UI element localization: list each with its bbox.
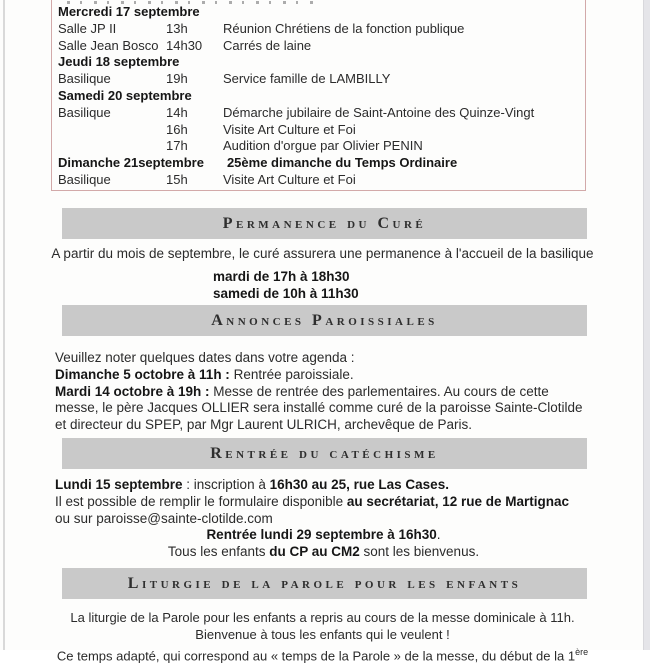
slot-samedi: samedi de 10h à 11h30 (213, 286, 359, 302)
table-row-date (52, 88, 585, 105)
table-row-event (52, 38, 585, 55)
cell-description: Carrés de laine (223, 37, 312, 53)
table-row-date (52, 54, 585, 71)
table-row-event (52, 71, 585, 88)
cell-location (58, 122, 166, 139)
cell-location: Salle Jean Bosco (58, 37, 159, 53)
section-title: Annonces Paroissiales (211, 312, 438, 329)
catechisme-body (55, 477, 592, 561)
section-header-permanence (62, 208, 587, 239)
date-label: Jeudi 18 septembre (58, 54, 180, 70)
liturgie-line-2: Bienvenue à tous les enfants qui le veulent ! (195, 626, 450, 642)
cell-location: Basilique (58, 71, 111, 87)
cell-description: Démarche jubilaire de Saint-Antoine des Quinze-Vingt (223, 104, 535, 120)
page-edge-left (3, 0, 5, 650)
annonces-item-1: Dimanche 5 octobre à 11h : Rentrée paroissiale. (55, 366, 354, 382)
page-edge-right (643, 0, 650, 650)
annonces-item-2: Mardi 14 octobre à 19h : Messe de rentrée des parlementaires. Au cours de cette messe, le père Jacques OLLIER sera installé comme curé de la paroisse Sainte-Clotilde et directeur du SPEP, par Mgr Laurent ULRICH, archevêque de Paris. (55, 383, 583, 433)
cell-description: Service famille de LAMBILLY (223, 71, 391, 87)
date-label: Samedi 20 septembre (58, 87, 192, 103)
table-row-event (52, 21, 585, 38)
liturgie-line-1: La liturgie de la Parole pour les enfants a repris au cours de la messe dominicale à 11h. (70, 610, 575, 625)
cell-description: Visite Art Culture et Foi (223, 171, 356, 187)
cell-time: 13h (166, 20, 188, 36)
cell-time: 17h (166, 138, 188, 154)
cell-location (58, 138, 166, 155)
catechisme-line-1: Lundi 15 septembre : inscription à 16h30 au 25, rue Las Cases. (55, 477, 449, 492)
cell-description: Réunion Chrétiens de la fonction publique (223, 20, 465, 36)
section-header-catechisme (62, 438, 587, 469)
schedule-table-body (52, 4, 585, 189)
section-title: Liturgie de la parole pour les enfants (127, 575, 522, 592)
slot-mardi: mardi de 17h à 18h30 (213, 269, 350, 284)
annonces-body (55, 350, 592, 434)
permanence-slots (213, 268, 359, 302)
cell-location: Basilique (58, 171, 111, 187)
section-title: Permanence du Curé (222, 215, 427, 232)
table-row-date (52, 4, 585, 21)
catechisme-line-3: ou sur paroisse@sainte-clotilde.com (55, 510, 273, 526)
cell-time: 14h30 (166, 37, 203, 53)
date-label: Mercredi 17 septembre (58, 4, 200, 19)
catechisme-line-2: Il est possible de remplir le formulaire disponible au secrétariat, 12 rue de Martignac (55, 493, 569, 509)
schedule-table (51, 0, 586, 191)
section-header-liturgie (62, 568, 587, 599)
catechisme-enfants-line: Tous les enfants du CP au CM2 sont les bienvenus. (167, 544, 480, 560)
liturgie-line-3: Ce temps adapté, qui correspond au « temps de la Parole » de la messe, du début de la 1ère (56, 646, 589, 663)
cell-time: 14h (166, 104, 188, 120)
section-header-annonces (62, 305, 587, 336)
cell-location: Basilique (58, 104, 111, 120)
cell-time: 19h (166, 71, 188, 87)
annonces-lead: Veuillez noter quelques dates dans votre agenda : (55, 350, 355, 365)
cell-time: 16h (166, 121, 188, 137)
cell-time: 15h (166, 171, 188, 187)
cell-location: Salle JP II (58, 20, 117, 36)
sunday-title: 25ème dimanche du Temps Ordinaire (226, 155, 458, 171)
cell-description: Audition d'orgue par Olivier PENIN (223, 138, 423, 154)
date-label: Dimanche 21septembre (58, 155, 204, 171)
table-row-event (52, 172, 585, 189)
liturgie-body (50, 610, 595, 665)
cell-description: Visite Art Culture et Foi (223, 121, 356, 137)
table-row-event (52, 105, 585, 122)
catechisme-rentree-line: Rentrée lundi 29 septembre à 16h30. (206, 527, 441, 543)
clipped-text-remnant (67, 1, 317, 4)
section-title: Rentrée du catéchisme (210, 445, 439, 462)
table-row-date (52, 155, 585, 172)
table-row-event (52, 122, 585, 139)
table-row-event (52, 138, 585, 155)
permanence-intro: A partir du mois de septembre, le curé assurera une permanence à l'accueil de la basilique (51, 246, 594, 261)
